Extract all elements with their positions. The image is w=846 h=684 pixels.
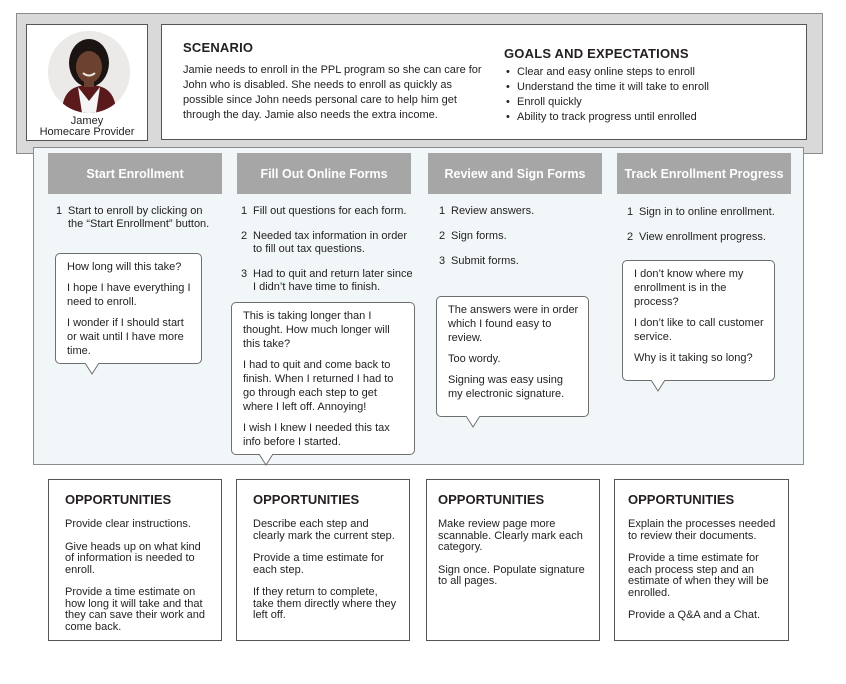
step-item <box>56 205 220 231</box>
step-item <box>241 205 413 218</box>
opportunities-title: OPPORTUNITIES <box>438 492 545 507</box>
step-text: Submit forms. <box>451 255 519 267</box>
opportunity-text: Provide a time estimate on how long it will take and that they can save their work and come back. <box>65 586 206 633</box>
step-text: Had to quit and return later since I didn’t have time to finish. <box>253 268 413 293</box>
step-number: 1 <box>56 205 63 217</box>
opportunity-text: Describe each step and clearly mark the current step. <box>253 518 395 542</box>
step-number: 3 <box>439 255 446 267</box>
step-number: 2 <box>439 230 446 242</box>
scenario-title: SCENARIO <box>183 40 254 55</box>
thought-text: This is taking longer than I thought. How much longer will this take? <box>243 310 390 350</box>
opportunity-text: Make review page more scannable. Clearly mark each category. <box>438 518 583 553</box>
persona-role: Homecare Provider <box>39 126 135 138</box>
opportunity-text: Give heads up on what kind of information is needed to enroll. <box>65 540 201 576</box>
step-text: Sign in to online enrollment. <box>639 206 775 218</box>
thought-text: I don’t like to call customer service. <box>634 317 764 343</box>
step-item <box>439 205 599 218</box>
thought-bubble-fill-out-forms <box>231 302 415 455</box>
opportunity-text: Provide a time estimate for each step. <box>253 552 384 576</box>
goals-list <box>506 65 796 125</box>
step-text: Sign forms. <box>451 230 507 242</box>
opportunities-title: OPPORTUNITIES <box>628 492 735 507</box>
opportunity-text: Provide a time estimate for each process step and an estimate of when they will be enrolled. <box>628 552 769 599</box>
step-text: View enrollment progress. <box>639 231 766 243</box>
opportunities-title: OPPORTUNITIES <box>253 492 360 507</box>
thought-text: I wonder if I should start or wait until I have more time. <box>67 317 184 357</box>
step-number: 1 <box>627 206 634 218</box>
stage-header-review-sign: Review and Sign Forms <box>428 153 602 194</box>
goal-item: • Clear and easy online steps to enroll <box>506 65 796 80</box>
stage-steps-review-sign <box>439 205 599 280</box>
goals-title: GOALS AND EXPECTATIONS <box>504 46 689 61</box>
stage-header-fill-out-forms: Fill Out Online Forms <box>237 153 411 194</box>
bubble-tail <box>466 416 480 428</box>
thought-text: Why is it taking so long? <box>634 352 753 364</box>
goal-item: • Understand the time it will take to enroll <box>506 80 796 95</box>
thought-bubble-start-enrollment <box>55 253 202 364</box>
stage-header-track-progress: Track Enrollment Progress <box>617 153 791 194</box>
persona-photo <box>48 31 130 113</box>
step-text: Needed tax information in order to fill out tax questions. <box>253 230 408 255</box>
goal-item: • Enroll quickly <box>506 95 796 110</box>
thought-text: How long will this take? <box>67 261 182 273</box>
step-item <box>439 255 599 268</box>
thought-bubble-track-progress <box>622 260 775 381</box>
step-text: Fill out questions for each form. <box>253 205 407 217</box>
opportunity-text: Provide clear instructions. <box>65 518 191 530</box>
goal-item: • Ability to track progress until enrolled <box>506 110 796 125</box>
opportunity-text: Explain the processes needed to review their documents. <box>628 518 776 542</box>
persona-name: Jamey <box>70 115 104 127</box>
step-number: 2 <box>627 231 634 243</box>
opportunities-track-progress <box>614 479 789 641</box>
opportunity-text: Provide a Q&A and a Chat. <box>628 609 761 621</box>
step-item <box>241 230 413 256</box>
opportunity-text: Sign once. Populate signature to all pages. <box>438 563 585 587</box>
step-item <box>241 268 413 294</box>
stage-steps-fill-out-forms <box>241 205 413 306</box>
thought-text: I had to quit and come back to finish. When I returned I had to go through each step to get where I left off. Annoying! <box>243 359 394 413</box>
thought-text: Signing was easy using my electronic signature. <box>448 374 565 400</box>
stage-steps-track-progress <box>627 206 789 256</box>
step-number: 1 <box>439 205 446 217</box>
thought-text: Too wordy. <box>448 353 501 365</box>
step-text: Start to enroll by clicking on the “Start Enrollment” button. <box>68 205 210 230</box>
step-text: Review answers. <box>451 205 535 217</box>
opportunity-text: If they return to complete, take them directly where they left off. <box>253 586 397 621</box>
thought-text: I don’t know where my enrollment is in the process? <box>634 268 744 308</box>
thought-text: I wish I knew I needed this tax info before I started. <box>243 422 390 448</box>
opportunities-review-sign <box>426 479 600 641</box>
bubble-tail <box>85 363 99 375</box>
scenario-text: Jamie needs to enroll in the PPL program so she can care for John who is disabled. She needs to enroll as quickly as possible since John needs personal care to help him get through the day. Jamie also needs the extra income. <box>183 64 482 121</box>
opportunities-start-enrollment <box>48 479 222 641</box>
avatar <box>48 31 130 113</box>
stage-header-start-enrollment: Start Enrollment <box>48 153 222 194</box>
thought-text: The answers were in order which I found easy to review. <box>448 304 579 344</box>
opportunities-title: OPPORTUNITIES <box>65 492 172 507</box>
step-number: 2 <box>241 230 248 242</box>
bubble-tail <box>651 380 665 392</box>
stage-steps-start-enrollment <box>56 205 220 243</box>
step-item <box>627 206 789 219</box>
step-item <box>627 231 789 244</box>
bubble-tail <box>259 454 273 466</box>
thought-bubble-review-sign <box>436 296 589 417</box>
step-number: 1 <box>241 205 248 217</box>
step-item <box>439 230 599 243</box>
step-number: 3 <box>241 268 248 280</box>
thought-text: I hope I have everything I need to enroll. <box>67 282 191 308</box>
opportunities-fill-out-forms <box>236 479 410 641</box>
